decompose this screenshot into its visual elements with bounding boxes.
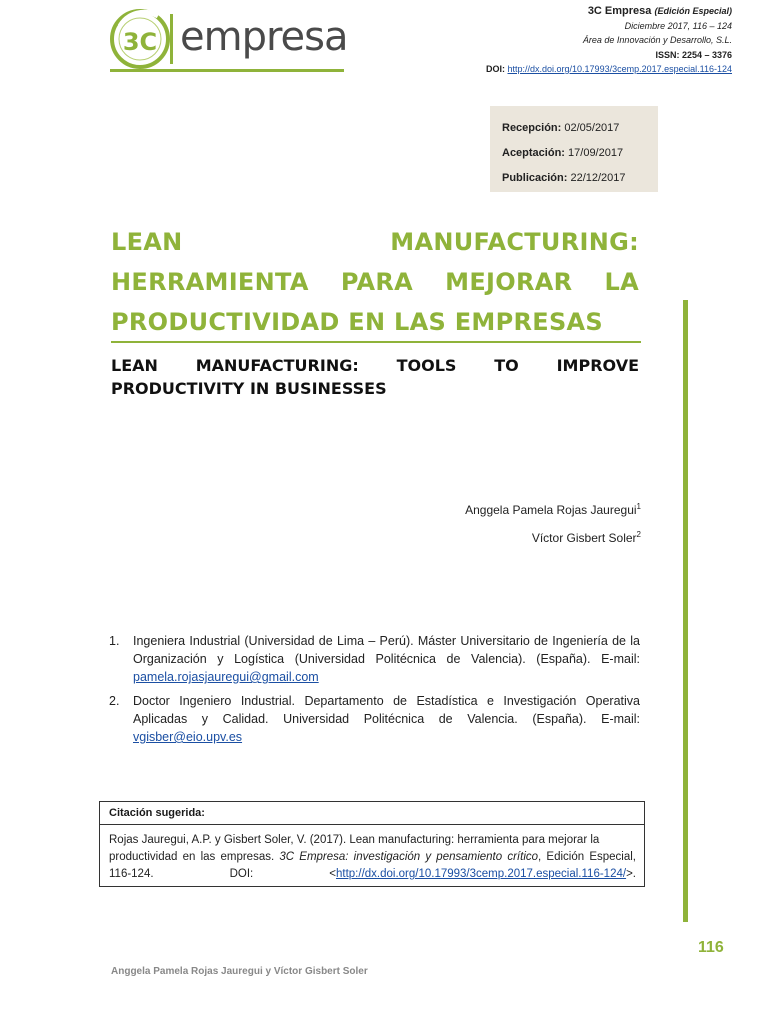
journal-date: Diciembre 2017, 116 – 124 [624,21,732,31]
logo-badge-icon [108,6,178,74]
footer-authors: Anggela Pamela Rojas Jauregui y Víctor Gisbert Soler [111,966,368,977]
citation-doi-link[interactable]: http://dx.doi.org/10.17993/3cemp.2017.especial.116-124/ [336,868,627,880]
email-link-2[interactable]: vgisber@eio.upv.es [133,730,243,744]
citation-text: Rojas Jauregui, A.P. y Gisbert Soler, V. (2017). Lean manufacturing: herramienta para mejorar la productividad en las empresas. 3C Empresa: investigación y pensamiento crítico, Edición Especial, 116-124. DOI: <http://dx.doi.org/10.17993/3cemp.2017.especial.116-124/>. [109,834,636,880]
author-1: Anggela Pamela Rojas Jauregui$^1$ [465,502,641,517]
affiliation-1: 1. Ingeniera Industrial (Universidad de Lima – Perú). Máster Universitario de Ingeniería de la Organización y Logística (Universidad Politécnica de Valencia). (España). E-mail: pamela.rojasjauregui@gmail.com [109,634,640,684]
svg-text:3C: 3C [122,28,158,56]
author-2: Víctor Gisbert Soler$^2$ [531,530,641,545]
email-link-1[interactable]: pamela.rojasjauregui@gmail.com [133,670,319,684]
citation-box [99,801,645,887]
citation-heading: Citación sugerida: [100,802,644,825]
title-divider [111,341,641,343]
acceptance-date: Aceptación: 17/09/2017 [502,147,624,159]
accent-bar [683,300,688,922]
logo-underline [110,69,344,72]
journal-publisher: Área de Innovación y Desarrollo, S.L. [582,35,732,45]
reception-date: Recepción: 02/05/2017 [502,122,620,134]
dates-box [490,106,658,192]
title-english: LEAN MANUFACTURING: TOOLS TO IMPROVE PRODUCTIVITY IN BUSINESSES [111,356,639,398]
journal-doi-link[interactable]: http://dx.doi.org/10.17993/3cemp.2017.especial.116-124 [507,64,732,74]
journal-issn: ISSN: 2254 – 3376 [655,50,732,60]
title-spanish: LEAN MANUFACTURING: HERRAMIENTA PARA MEJORAR LA PRODUCTIVIDAD EN LAS EMPRESAS [111,228,639,336]
logo-divider [170,14,173,64]
journal-doi: DOI: http://dx.doi.org/10.17993/3cemp.2017.especial.116-124 [485,64,732,74]
publication-date: Publicación: 22/12/2017 [502,172,626,184]
journal-title: 3C Empresa (Edición Especial) [587,5,732,17]
affiliation-2: 2. Doctor Ingeniero Industrial. Departamento de Estadística e Investigación Operativa Aplicadas y Calidad. Universidad Politécnica de Valencia. (España). E-mail: vgisber@eio.upv.es [109,694,640,744]
logo-wordmark: empresa [180,14,348,60]
page-number: 116 [698,939,724,956]
